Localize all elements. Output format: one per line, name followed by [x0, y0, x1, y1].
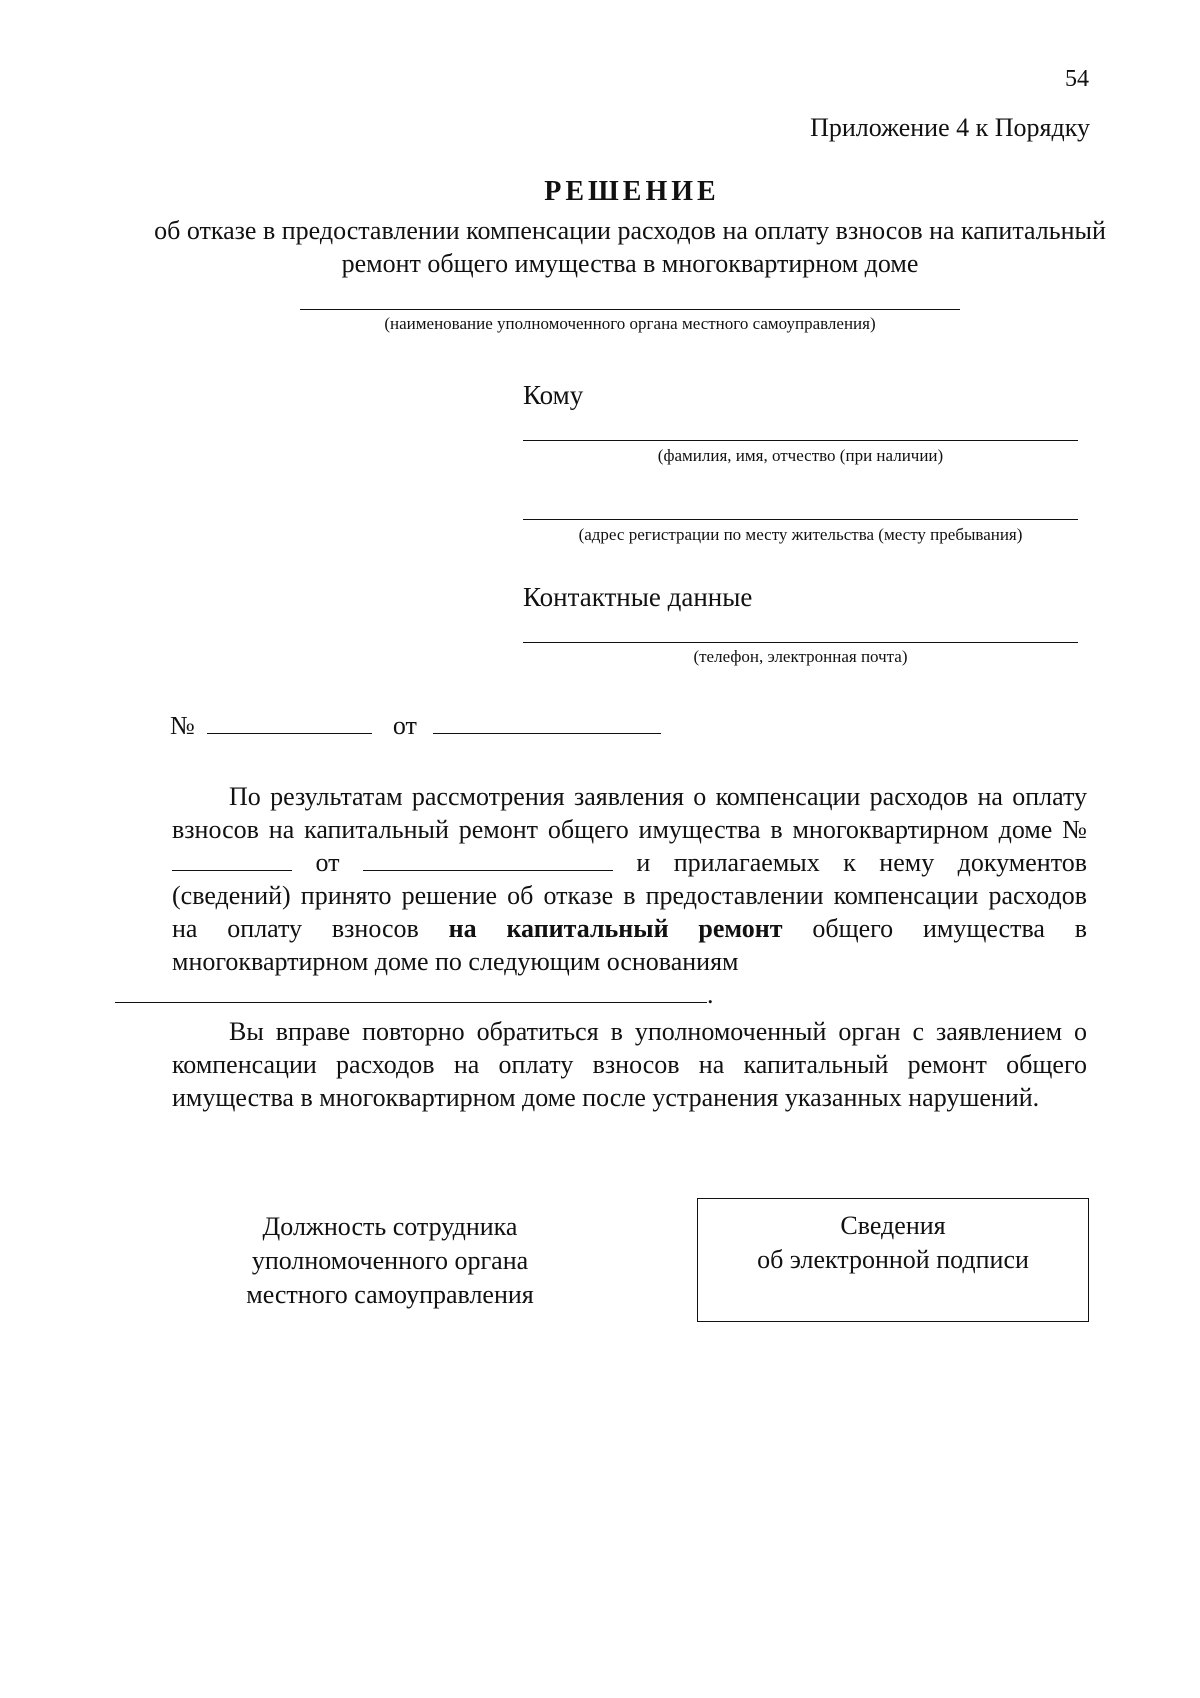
signer-position [200, 1210, 580, 1312]
contacts-line[interactable] [523, 642, 1078, 643]
document-subtitle: об отказе в предоставлении компенсации расходов на оплату взносов на капитальный ремонт общего имущества в многоквартирном доме [154, 216, 1106, 278]
decision-number-field[interactable] [207, 711, 372, 734]
signer-line-2: уполномоченного органа [251, 1246, 529, 1275]
decision-date-field[interactable] [433, 711, 661, 734]
contacts-label: Контактные данные [523, 582, 753, 612]
fio-line[interactable] [523, 440, 1078, 441]
application-number-field[interactable] [172, 848, 292, 871]
esign-box [697, 1198, 1089, 1322]
fio-caption: (фамилия, имя, отчество (при наличии) [657, 446, 944, 465]
authority-line[interactable] [300, 309, 960, 310]
authority-caption: (наименование уполномоченного органа местного самоуправления) [384, 314, 876, 333]
signer-line-3: местного самоуправления [246, 1280, 534, 1309]
paragraph-2: Вы вправе повторно обратиться в уполномоченный орган с заявлением о компенсации расходов на оплату взносов на капитальный ремонт общего имущества в многоквартирном доме после устранения указанных нарушений. [172, 1017, 1087, 1112]
paragraph-1 [172, 780, 1087, 1011]
to-label: Кому [523, 380, 584, 410]
appendix-label: Приложение 4 к Порядку [810, 113, 1090, 142]
page-number: 54 [1065, 66, 1089, 92]
application-date-field[interactable] [363, 848, 613, 871]
paragraph-1-from-word: от [315, 848, 340, 877]
address-line[interactable] [523, 519, 1078, 520]
signer-line-1: Должность сотрудника [262, 1212, 518, 1241]
address-caption: (адрес регистрации по месту жительства (месту пребывания) [578, 525, 1023, 544]
from-word: от [392, 711, 417, 740]
paragraph-1-end: . [707, 980, 714, 1009]
paragraph-1-bold: на капитальный ремонт [448, 914, 783, 943]
paragraph-1-part-3: общего имущества в многоквартирном доме по следующим основаниям [172, 914, 1088, 976]
document-title: РЕШЕНИЕ [544, 176, 720, 207]
decision-number-line [170, 711, 661, 741]
esign-line-1: Сведения [840, 1211, 946, 1240]
paragraph-1-part-1: По результатам рассмотрения заявления о компенсации расходов на оплату взносов на капитальный ремонт общего имущества в многоквартирном доме № [172, 782, 1087, 844]
esign-line-2: об электронной подписи [757, 1245, 1029, 1274]
decision-body [172, 780, 1087, 1114]
grounds-field[interactable] [115, 980, 707, 1003]
paragraph-1-part-2: и прилагаемых к нему документов (сведений) принято решение об отказе в предоставлении компенсации расходов на оплату взносов [172, 848, 1087, 943]
contacts-caption: (телефон, электронная почта) [693, 647, 908, 666]
number-sign: № [170, 711, 195, 740]
